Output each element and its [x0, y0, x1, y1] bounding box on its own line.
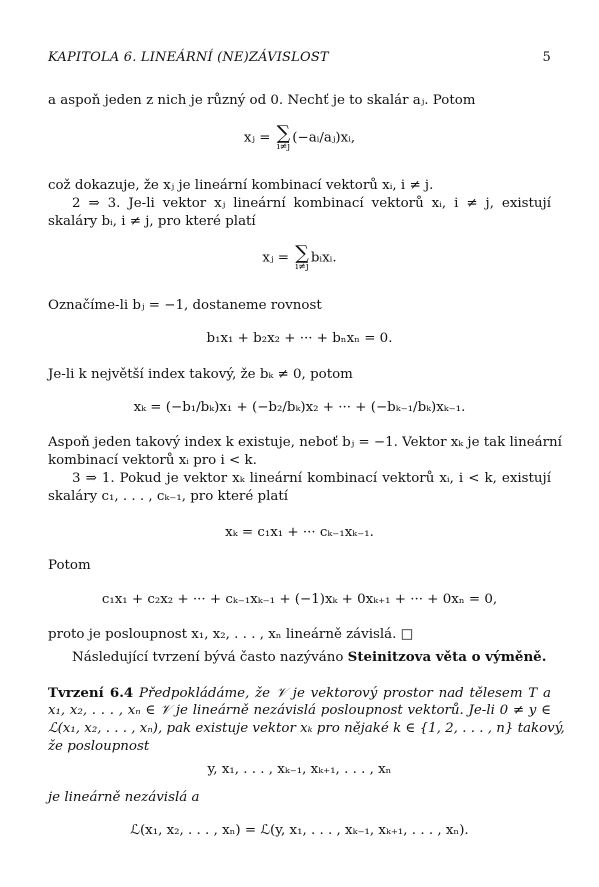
equation-4: xₖ = (−b₁/bₖ)x₁ + (−b₂/bₖ)x₂ + ··· + (−bₖ₋₁/bₖ)xₖ₋₁.	[133, 400, 466, 415]
text-line: proto je posloupnost x₁, x₂, . . . , xₙ lineárně závislá. □	[48, 627, 414, 642]
equation-1	[48, 124, 551, 152]
text-line: Označíme-li bⱼ = −1, dostaneme rovnost	[48, 298, 322, 313]
text-line: Je-li k největší index takový, že bₖ ≠ 0, potom	[48, 367, 353, 382]
theorem-line: je lineárně nezávislá a	[48, 790, 200, 805]
theorem-line: x₁, x₂, . . . , xₙ ∈ 𝒱 je lineárně nezávislá posloupnost vektorů. Je-li 0 ≠ y ∈	[48, 703, 551, 718]
header-title: KAPITOLA 6. LINEÁRNÍ (NE)ZÁVISLOST	[48, 50, 329, 65]
page-number: 5	[542, 50, 551, 65]
text-line: skaláry bᵢ, i ≠ j, pro které platí	[48, 214, 256, 229]
equation-3: b₁x₁ + b₂x₂ + ··· + bₙxₙ = 0.	[206, 331, 393, 346]
eq2-rhs: bᵢxᵢ.	[310, 250, 337, 266]
equation-8: ℒ(x₁, x₂, . . . , xₙ) = ℒ(y, x₁, . . . , xₖ₋₁, xₖ₊₁, . . . , xₙ).	[130, 823, 469, 838]
theorem-label: Tvrzení 6.4	[48, 685, 134, 701]
sum-operator: ∑ i≠j	[276, 122, 291, 152]
equation-6: c₁x₁ + c₂x₂ + ··· + cₖ₋₁xₖ₋₁ + (−1)xₖ + 0xₖ₊₁ + ··· + 0xₙ = 0,	[101, 592, 498, 607]
text-line: 2 ⇒ 3. Je-li vektor xⱼ lineární kombinací vektorů xᵢ, i ≠ j, existují	[72, 196, 551, 211]
eq1-rhs: (−aᵢ/aⱼ)xᵢ,	[292, 130, 356, 146]
sum-operator: ∑ i≠j	[295, 242, 309, 272]
equation-5: xₖ = c₁x₁ + ··· cₖ₋₁xₖ₋₁.	[225, 525, 374, 540]
text-line: Aspoň jeden takový index k existuje, neboť bⱼ = −1. Vektor xₖ je tak lineární	[48, 435, 562, 450]
text-line: 3 ⇒ 1. Pokud je vektor xₖ lineární kombinací vektorů xᵢ, i < k, existují	[72, 471, 551, 486]
text-span: Následující tvrzení bývá často nazýváno	[72, 650, 348, 665]
theorem-line	[48, 684, 551, 703]
text-line	[48, 648, 551, 667]
theorem-line: že posloupnost	[48, 739, 150, 754]
running-header	[48, 50, 551, 65]
equation-7: y, x₁, . . . , xₖ₋₁, xₖ₊₁, . . . , xₙ	[207, 762, 392, 777]
text-line: a aspoň jeden z nich je různý od 0. Nechť je to skalár aⱼ. Potom	[48, 93, 476, 108]
theorem-line: ℒ(x₁, x₂, . . . , xₙ), pak existuje vektor xₖ pro nějaké k ∈ {1, 2, . . . , n} takový,	[48, 721, 565, 736]
text-line: což dokazuje, že xⱼ je lineární kombinací vektorů xᵢ, i ≠ j.	[48, 178, 434, 193]
eq1-lhs: xⱼ =	[243, 130, 275, 146]
eq2-lhs: xⱼ =	[262, 250, 294, 266]
theorem-text: Předpokládáme, že 𝒱 je vektorový prostor nad tělesem T a	[133, 686, 551, 701]
text-line: skaláry c₁, . . . , cₖ₋₁, pro které platí	[48, 489, 289, 504]
text-line: kombinací vektorů xᵢ pro i < k.	[48, 453, 257, 468]
text-line: Potom	[48, 558, 91, 573]
equation-2	[48, 244, 551, 272]
bold-term: Steinitzova věta o výměně.	[347, 649, 547, 665]
